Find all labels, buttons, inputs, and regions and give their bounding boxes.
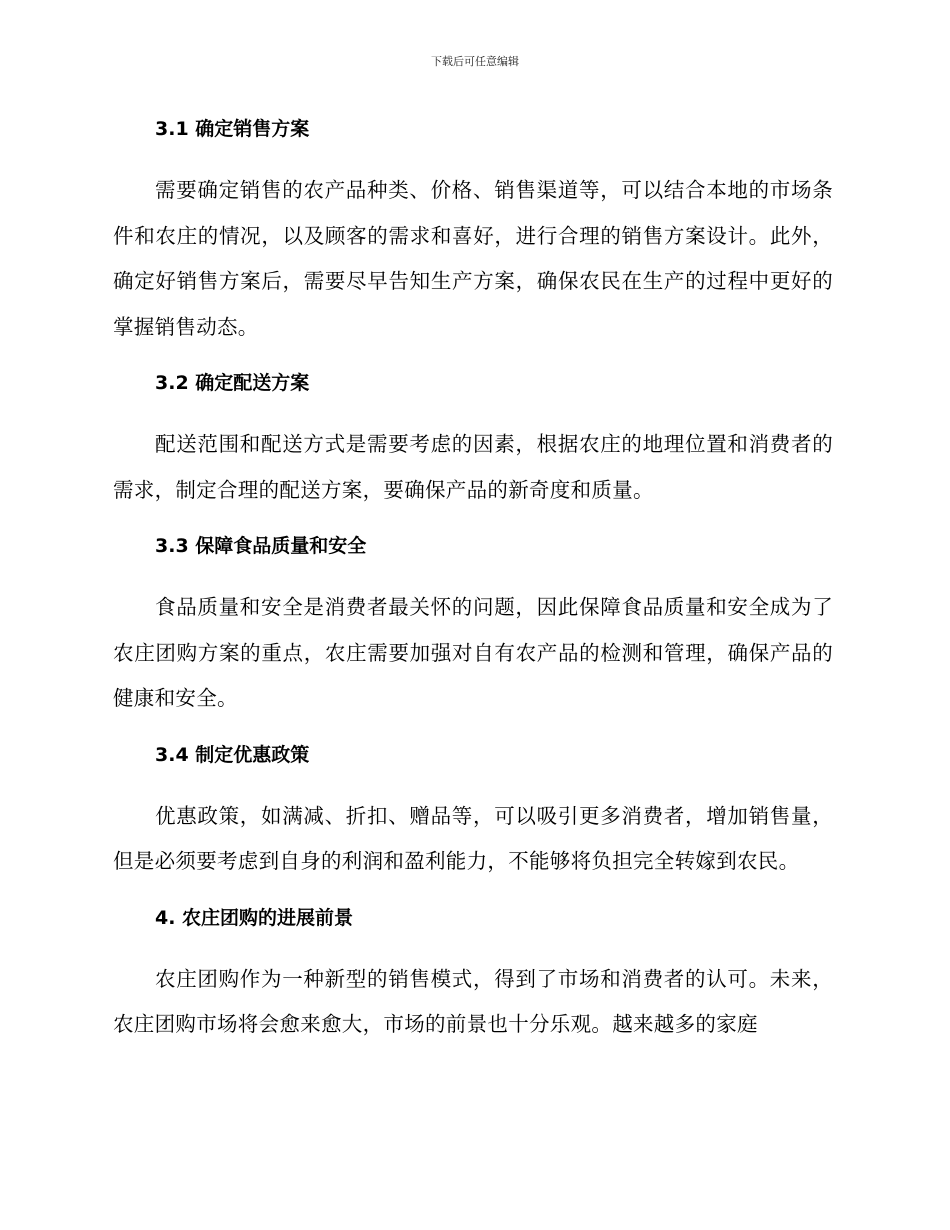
- section-paragraph: 食品质量和安全是消费者最关怀的问题，因此保障食品质量和安全成为了农庄团购方案的重点，农庄需要加强对自有农产品的检测和管理，确保产品的健康和安全。: [113, 595, 833, 710]
- section-3-1: [113, 110, 833, 350]
- section-paragraph: 优惠政策，如满减、折扣、赠品等，可以吸引更多消费者，增加销售量，但是必须要考虑到自身的利润和盈利能力，不能够将负担完全转嫁到农民。: [113, 803, 833, 873]
- section-paragraph: 需要确定销售的农产品种类、价格、销售渠道等，可以结合本地的市场条件和农庄的情况，以及顾客的需求和喜好，进行合理的销售方案设计。此外，确定好销售方案后，需要尽早告知生产方案，确保农民在生产的过程中更好的掌握销售动态。: [113, 178, 833, 339]
- section-heading: 4. 农庄团购的进展前景: [155, 906, 354, 929]
- section-paragraph: 配送范围和配送方式是需要考虑的因素，根据农庄的地理位置和消费者的需求，制定合理的配送方案，要确保产品的新奇度和质量。: [113, 432, 833, 502]
- page-header-note: 下载后可任意编辑: [431, 55, 519, 68]
- section-heading: 3.3 保障食品质量和安全: [155, 535, 367, 557]
- section-3-4: [113, 736, 833, 885]
- section-heading: 3.1 确定销售方案: [155, 118, 310, 140]
- section-3-3: [113, 527, 833, 722]
- section-heading: 3.2 确定配送方案: [155, 372, 310, 394]
- section-paragraph: 农庄团购作为一种新型的销售模式，得到了市场和消费者的认可。未来，农庄团购市场将会愈来愈大，市场的前景也十分乐观。越来越多的家庭: [113, 966, 833, 1036]
- document-body: [113, 110, 833, 1062]
- section-4: [113, 899, 833, 1048]
- section-3-2: [113, 364, 833, 513]
- section-heading: 3.4 制定优惠政策: [155, 743, 310, 766]
